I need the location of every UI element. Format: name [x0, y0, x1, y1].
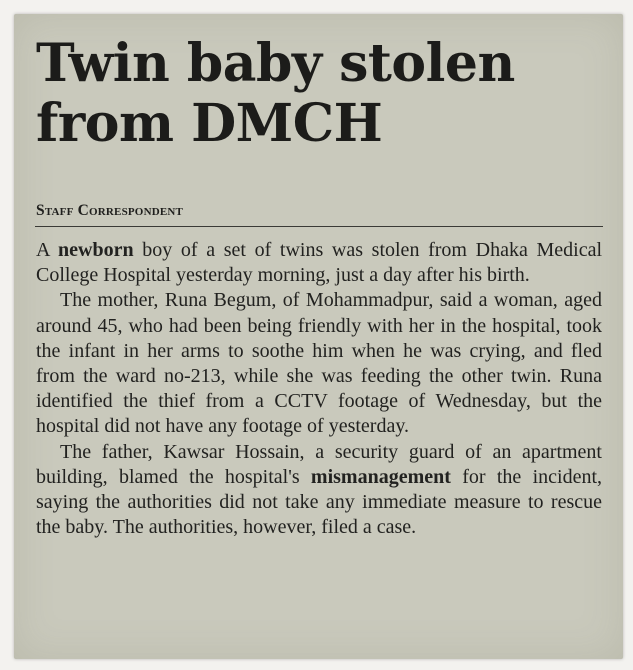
- paragraph-1-keyword: newborn: [58, 239, 134, 261]
- headline-line-2: from DMCH: [36, 93, 383, 154]
- paragraph-3-start: The father, Kawsar Hossain, a security guard of an apartment building, blamed the hospital's: [36, 440, 602, 488]
- headline-line-1: Twin baby stolen: [36, 33, 515, 94]
- paragraph-1-rest: boy of a set of twins was stolen from Dhaka Medical College Hospital yesterday morning, just a day after his birth.: [36, 239, 603, 287]
- article-body: [36, 238, 602, 540]
- paragraph-3: [36, 440, 602, 541]
- paragraph-3-rest: for the incident, saying the authorities did not take any immediate measure to rescue the baby. The authorities, however, filed a case.: [36, 465, 603, 539]
- paragraph-1-start: A: [36, 239, 58, 261]
- byline: Staff Correspondent: [36, 202, 184, 219]
- byline-divider: [35, 226, 603, 227]
- headline: [36, 34, 515, 154]
- paragraph-1: [36, 238, 602, 288]
- paragraph-3-keyword: mismanagement: [310, 465, 451, 488]
- paragraph-2: The mother, Runa Begum, of Mohammadpur, said a woman, aged around 45, who had been being friendly with her in the hospital, took the infant in her arms to soothe him when he was crying, and fled from the ward no-213, while she was feeding the other twin. Runa identified the thief from a CCTV footage of Wednesday, but the hospital did not have any footage of yesterday.: [36, 289, 602, 438]
- newspaper-clipping: [14, 14, 623, 659]
